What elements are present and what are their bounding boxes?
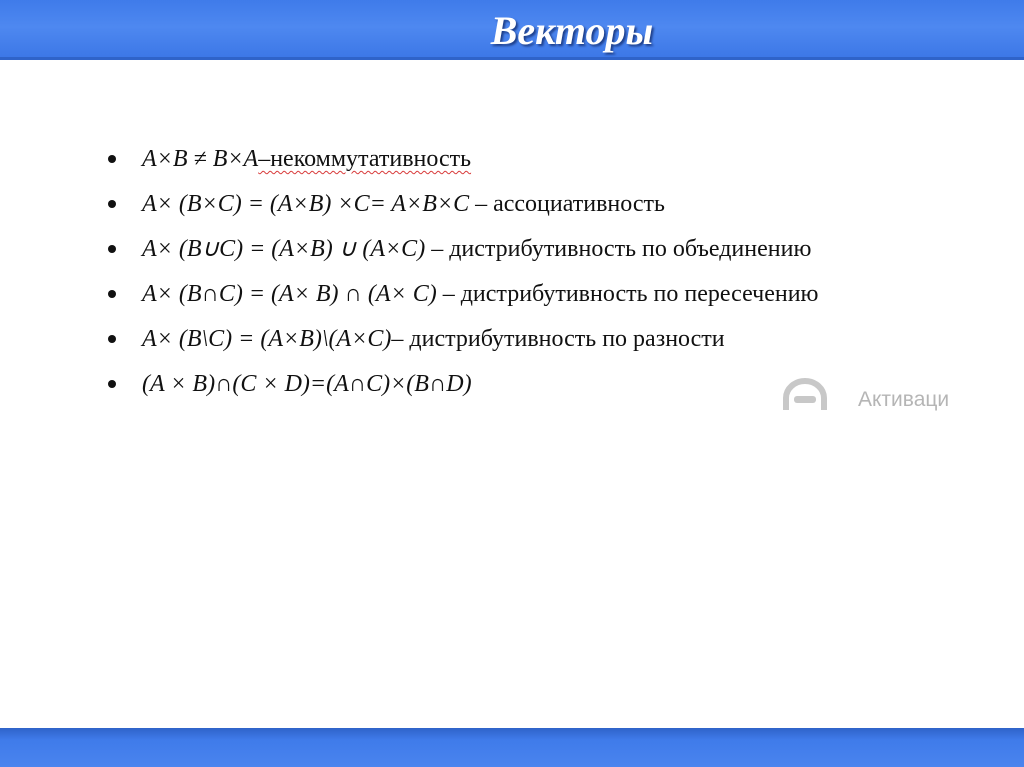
bullet-icon — [108, 335, 116, 343]
bullet-icon — [108, 380, 116, 388]
formula-text: A× (B∪C) = (A×B) ∪ (A×C) — [142, 236, 426, 262]
windows-activation-icon — [782, 378, 828, 410]
description-text: – ассоциативность — [469, 191, 665, 217]
list-item — [108, 140, 818, 185]
list-item — [108, 230, 818, 275]
formula-text: A× (B×C) = (A×B) ×C= A×B×C — [142, 191, 470, 217]
description-text: –некоммутативность — [258, 146, 472, 172]
activation-watermark — [782, 378, 972, 412]
bullet-icon — [108, 200, 116, 208]
bottom-banner — [0, 728, 1024, 767]
description-text: – дистрибутивность по объединению — [425, 236, 812, 262]
formula-text: A× (B∩C) = (A× B) ∩ (A× C) — [142, 281, 437, 307]
list-item — [108, 185, 818, 230]
formula-text: A× (B\C) = (A×B)\(A×C) — [142, 326, 392, 352]
list-item — [108, 275, 818, 320]
watermark-text: Активаци — [858, 388, 950, 411]
description-text: – дистрибутивность по разности — [391, 326, 725, 352]
bullet-list — [108, 140, 818, 410]
formula-text: (A × B)∩(C × D)=(A∩C)×(B∩D) — [142, 371, 472, 397]
bullet-icon — [108, 245, 116, 253]
description-text: – дистрибутивность по пересечению — [436, 281, 819, 307]
list-item — [108, 365, 818, 410]
formula-text: A×B ≠ B×A — [142, 146, 259, 172]
list-item — [108, 320, 818, 365]
bullet-icon — [108, 155, 116, 163]
slide-title: Векторы — [490, 8, 654, 53]
bullet-icon — [108, 290, 116, 298]
